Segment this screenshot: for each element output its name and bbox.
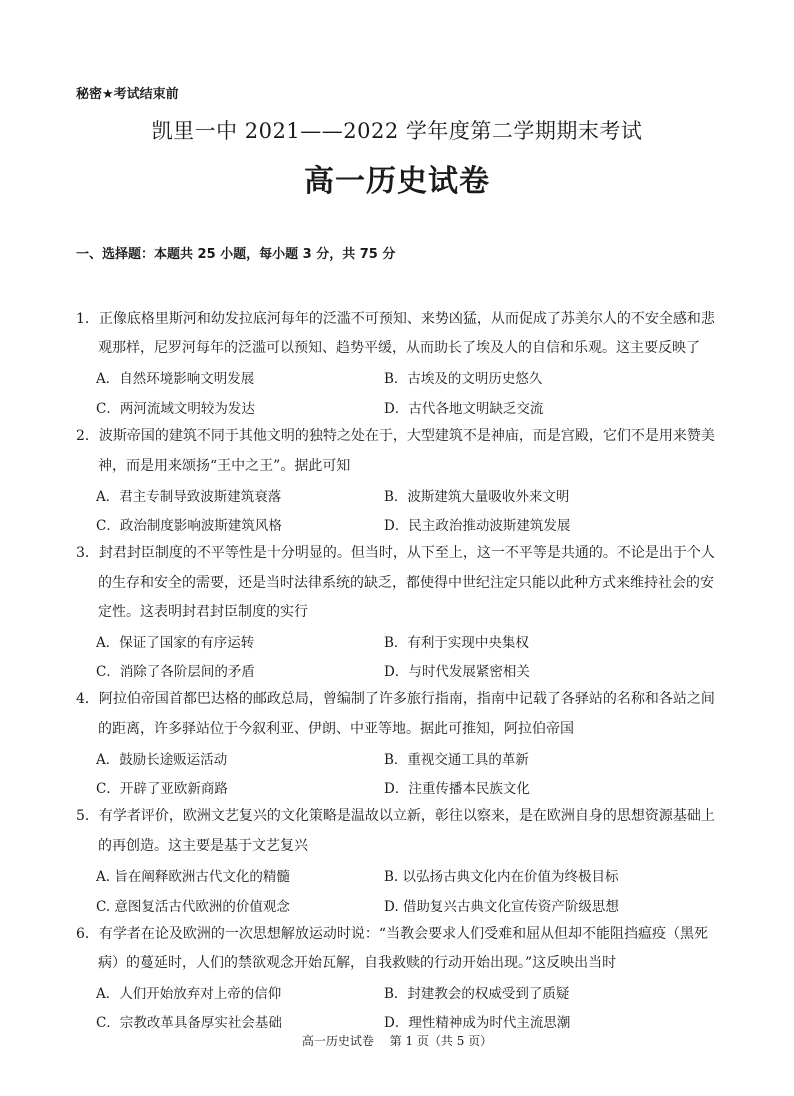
- question-text-line: 6．有学者在论及欧洲的一次思想解放运动时说：“当教会要求人们受难和屈从但却不能阻挡瘟疫（黑死: [76, 926, 709, 942]
- option-d[interactable]: D．民主政治推动波斯建筑发展: [384, 518, 571, 534]
- option-c[interactable]: C．消除了各阶层间的矛盾: [96, 664, 255, 680]
- question-text-line: 4．阿拉伯帝国首都巴达格的邮政总局，曾编制了许多旅行指南，指南中记载了各驿站的名称和各站之间: [76, 691, 715, 707]
- question-text-line: 2．波斯帝国的建筑不同于其他文明的独特之处在于，大型建筑不是神庙，而是宫殿，它们不是用来赞美: [76, 428, 715, 444]
- option-c[interactable]: C．两河流域文明较为发达: [96, 401, 255, 417]
- page-footer: 高一历史试卷 第 1 页（共 5 页）: [301, 1034, 493, 1048]
- question-text-line: 定性。这表明封君封臣制度的实行: [98, 604, 308, 620]
- option-a[interactable]: A. 旨在阐释欧洲古代文化的精髓: [96, 869, 290, 885]
- exam-title: 凯里一中 2021——2022 学年度第二学期期末考试: [151, 119, 643, 143]
- question-text-line: 病）的蔓延时，人们的禁欲观念开始瓦解，自我救赎的行动开始出现。”这反映出当时: [98, 955, 617, 971]
- option-d[interactable]: D．古代各地文明缺乏交流: [384, 401, 544, 417]
- option-b[interactable]: B．古埃及的文明历史悠久: [384, 371, 543, 387]
- question-text-line: 的再创造。这主要是基于文艺复兴: [98, 838, 308, 854]
- option-a[interactable]: A．自然环境影响文明发展: [96, 371, 255, 387]
- option-a[interactable]: A．鼓励长途贩运活动: [96, 752, 228, 768]
- question-text-line: 观那样，尼罗河每年的泛滥可以预知、趋势平缓，从而助长了埃及人的自信和乐观。这主要反映了: [98, 340, 700, 356]
- option-d[interactable]: D. 借助复兴古典文化宣传资产阶级思想: [384, 899, 619, 915]
- option-b[interactable]: B．有利于实现中央集权: [384, 635, 529, 651]
- option-d[interactable]: D．与时代发展紧密相关: [384, 664, 530, 680]
- option-b[interactable]: B．重视交通工具的革新: [384, 752, 529, 768]
- option-b[interactable]: B. 以弘扬古典文化内在价值为终极目标: [384, 869, 619, 885]
- question-text-line: 神，而是用来颂扬“王中之王”。据此可知: [98, 458, 351, 474]
- option-a[interactable]: A．人们开始放弃对上帝的信仰: [96, 986, 282, 1002]
- question-text-line: 的距离，许多驿站位于今叙利亚、伊朗、中亚等地。据此可推知，阿拉伯帝国: [98, 721, 574, 737]
- option-b[interactable]: B．封建教会的权威受到了质疑: [384, 986, 570, 1002]
- option-a[interactable]: A．君主专制导致波斯建筑衰落: [96, 489, 282, 505]
- option-c[interactable]: C．宗教改革具备厚实社会基础: [96, 1015, 282, 1031]
- section-heading: 一、选择题：本题共 25 小题，每小题 3 分，共 75 分: [76, 247, 396, 262]
- question-text-line: 1．正像底格里斯河和幼发拉底河每年的泛滥不可预知、来势凶猛，从而促成了苏美尔人的不安全感和悲: [76, 311, 715, 327]
- option-d[interactable]: D．注重传播本民族文化: [384, 781, 530, 797]
- question-text-line: 的生存和安全的需要，还是当时法律系统的缺乏，都使得中世纪注定只能以此种方式来维持社会的安: [98, 575, 714, 591]
- option-c[interactable]: C. 意图复活古代欧洲的价值观念: [96, 899, 290, 915]
- option-a[interactable]: A．保证了国家的有序运转: [96, 635, 255, 651]
- paper-title: 高一历史试卷: [304, 164, 490, 199]
- question-text-line: 5．有学者评价，欧洲文艺复兴的文化策略是温故以立新，彰往以察来，是在欧洲自身的思想资源基础上: [76, 808, 715, 824]
- option-c[interactable]: C．政治制度影响波斯建筑风格: [96, 518, 282, 534]
- option-b[interactable]: B．波斯建筑大量吸收外来文明: [384, 489, 570, 505]
- option-d[interactable]: D．理性精神成为时代主流思潮: [384, 1015, 571, 1031]
- question-text-line: 3．封君封臣制度的不平等性是十分明显的。但当时，从下至上，这一不平等是共通的。不论是出于个人: [76, 545, 715, 561]
- option-c[interactable]: C．开辟了亚欧新商路: [96, 781, 228, 797]
- confidential-label: 秘密★考试结束前: [76, 87, 179, 102]
